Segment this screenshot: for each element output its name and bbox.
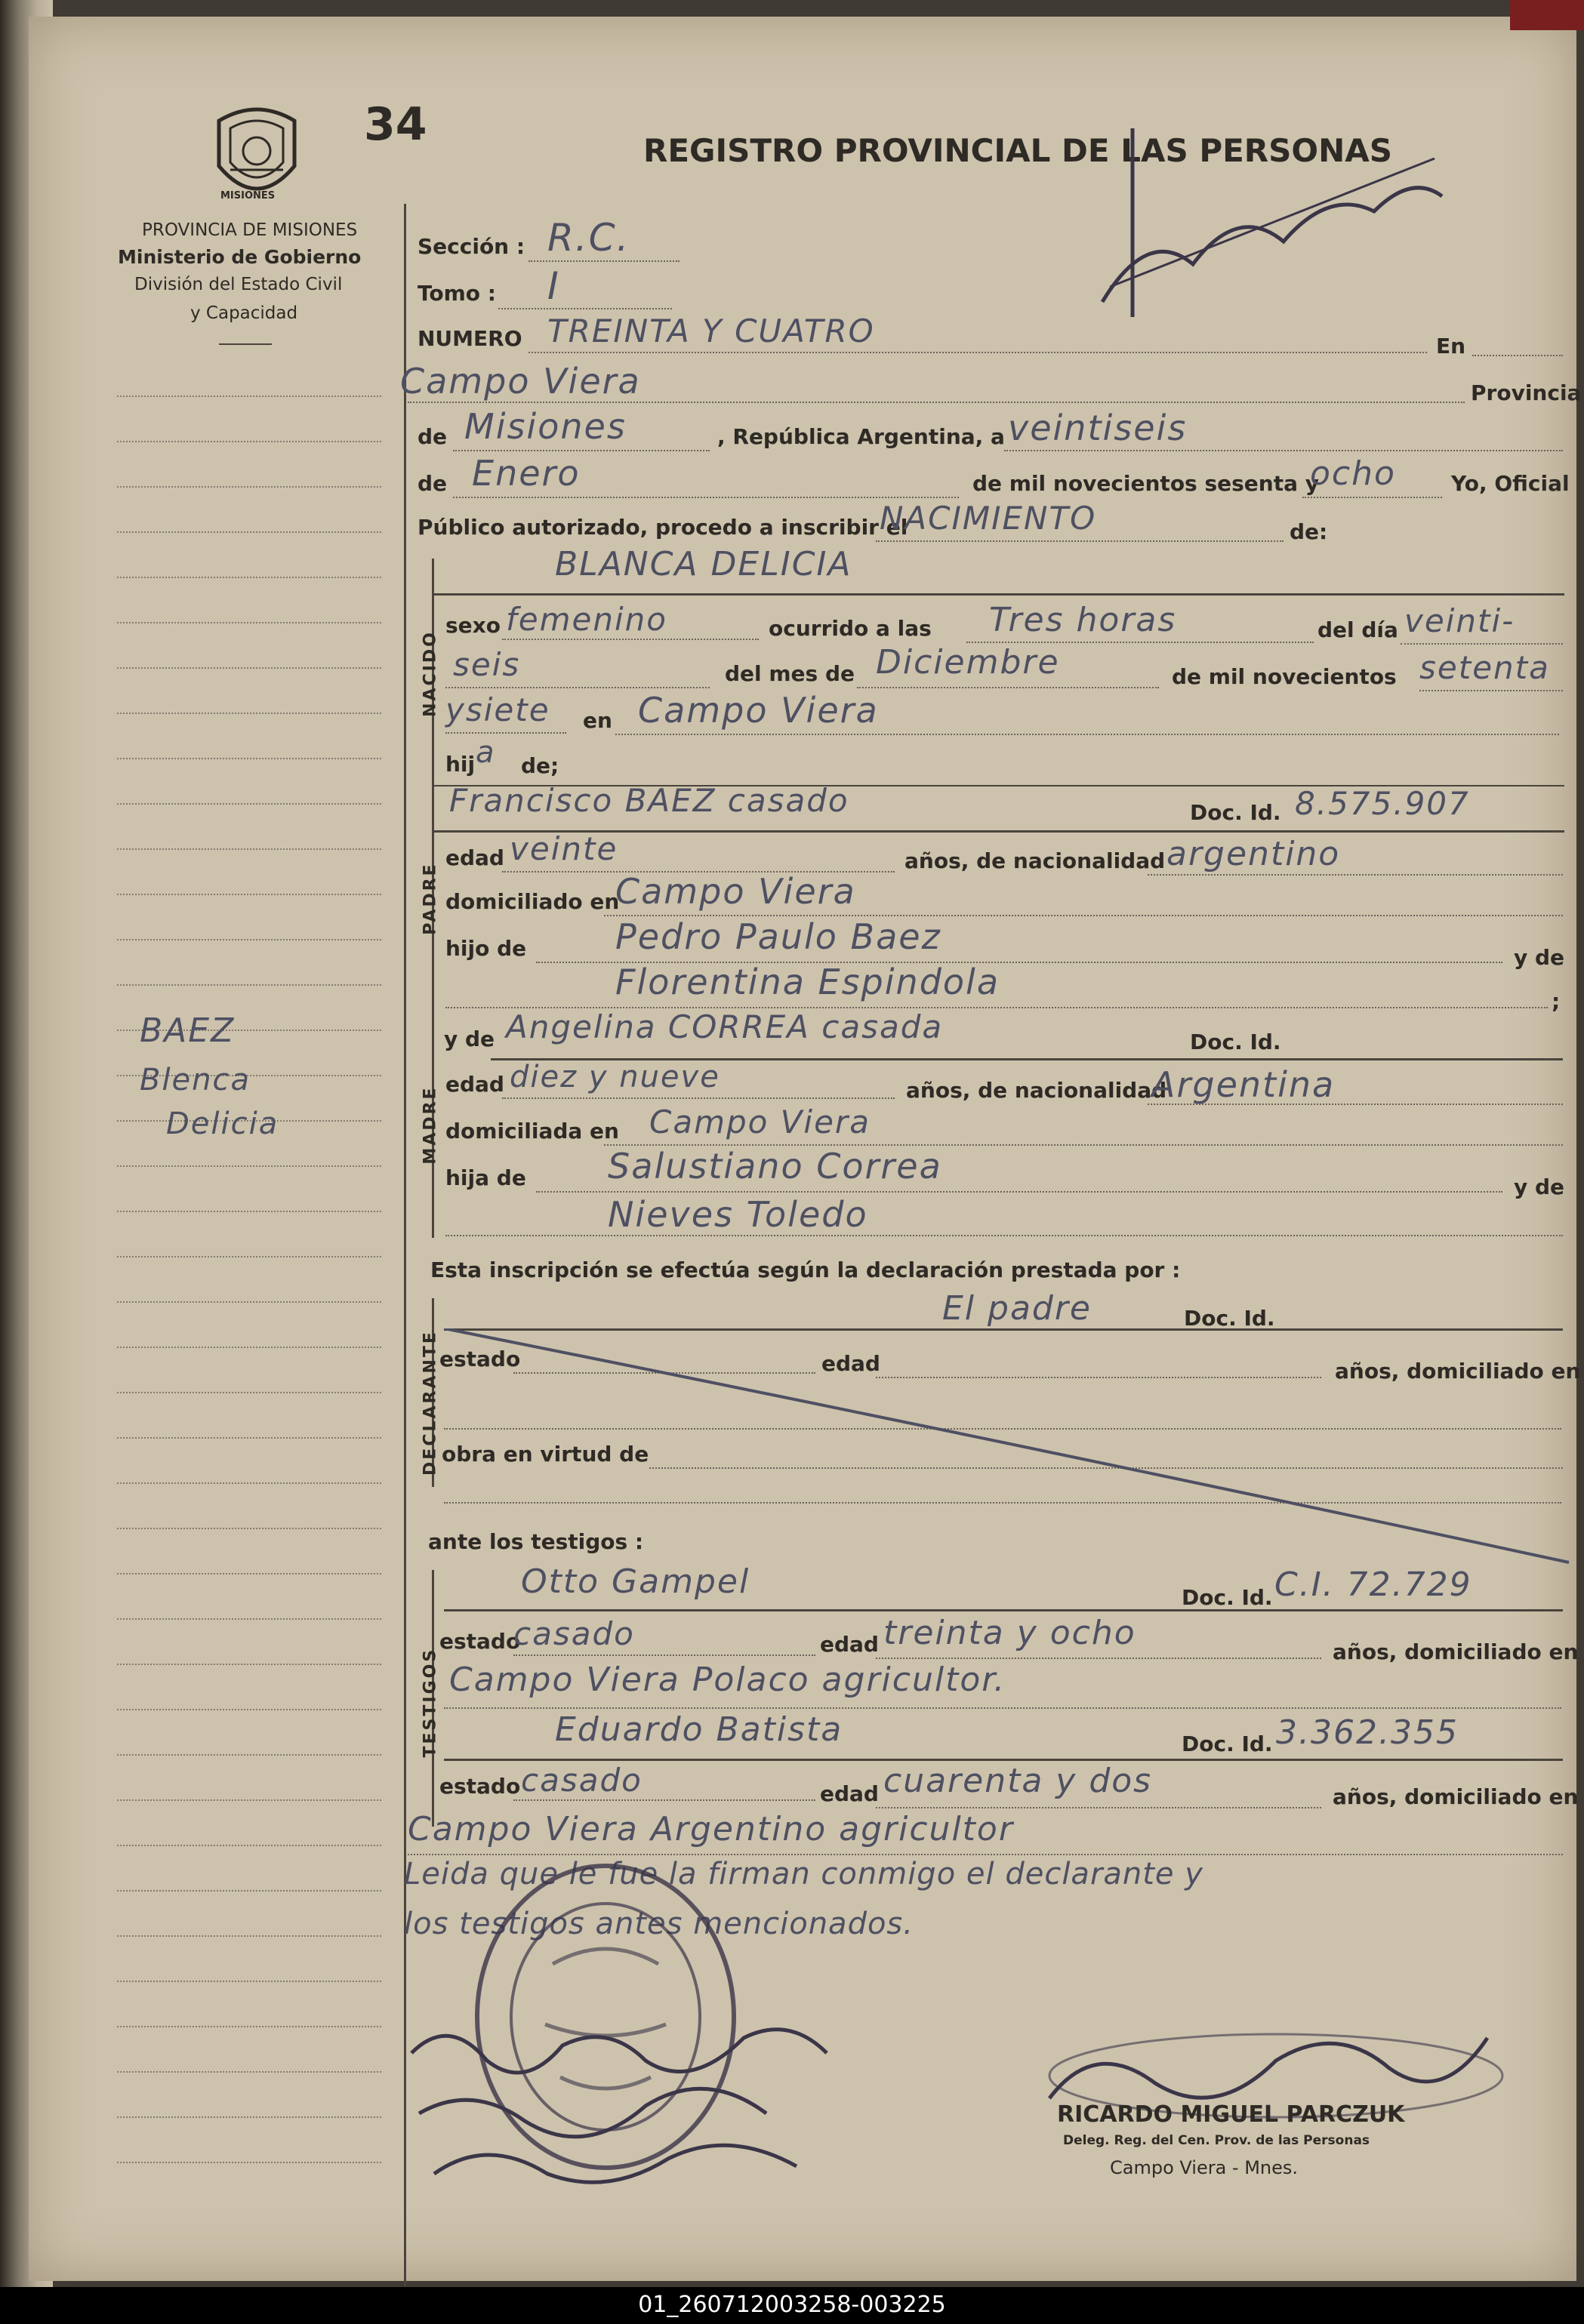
testigo2-doc-label: Doc. Id. — [1182, 1731, 1273, 1756]
oficial-label: Yo, Oficial — [1451, 471, 1570, 496]
file-id: 01_260712003258-003225 — [638, 2292, 946, 2318]
hij-value: a — [476, 735, 496, 770]
field-line — [1148, 874, 1563, 876]
margin-rule — [117, 939, 381, 940]
testigo1-dom-value: Campo Viera Polaco agricultor. — [449, 1661, 1006, 1699]
official-place: Campo Viera - Mnes. — [1110, 2157, 1299, 2178]
provincia-value: Misiones — [464, 406, 627, 447]
mes-nac-value: Diciembre — [876, 643, 1060, 682]
margin-rule — [117, 984, 381, 986]
margin-rule — [117, 803, 381, 805]
mil-nov-label: de mil novecientos — [1172, 664, 1397, 689]
margin-rule — [117, 1347, 381, 1348]
dia-nac-2-value: seis — [453, 646, 521, 683]
margin-rule — [117, 441, 381, 442]
header-divider — [219, 343, 272, 345]
official-name: RICARDO MIGUEL PARCZUK — [1057, 2101, 1405, 2128]
margin-rule — [117, 1664, 381, 1665]
sesenta-label: de mil novecientos sesenta y — [972, 471, 1319, 496]
field-line — [408, 402, 1465, 403]
testigos-intro-label: ante los testigos : — [428, 1529, 644, 1554]
field-line — [876, 540, 1284, 542]
madre-hija-value: Salustiano Correa — [608, 1146, 942, 1187]
margin-rule — [117, 1165, 381, 1167]
testigo2-dom-value: Campo Viera Argentino agricultor — [408, 1810, 1014, 1848]
leida-line-2: los testigos antes mencionados. — [404, 1907, 914, 1941]
field-line — [453, 450, 710, 451]
del-dia-label: del día — [1317, 617, 1398, 642]
field-line — [1401, 643, 1563, 645]
mes-value: Enero — [472, 453, 581, 494]
sexo-value: femenino — [506, 601, 667, 638]
field-line — [1472, 355, 1563, 356]
provincia-label: Provincia — [1471, 380, 1582, 405]
anio-nac-2-value: ysiete — [445, 691, 550, 728]
margin-rule — [117, 1754, 381, 1756]
seccion-label: Sección : — [418, 234, 525, 259]
file-caption-bar — [0, 2287, 1584, 2324]
margin-rule — [117, 1845, 381, 1846]
declarante-dom-label: años, domiciliado en — [1335, 1359, 1581, 1384]
margin-rule — [117, 1573, 381, 1574]
publico-label: Público autorizado, procedo a inscribir el — [418, 515, 908, 540]
margin-rule — [117, 1935, 381, 1937]
page-number: 34 — [364, 98, 427, 151]
testigo1-estado-value: casado — [513, 1615, 635, 1652]
dia-value: veintiseis — [1008, 408, 1188, 448]
page-title: REGISTRO PROVINCIAL DE LAS PERSONAS — [643, 132, 1393, 169]
madre-hija-label: hija de — [445, 1165, 526, 1190]
obra-label: obra en virtud de — [442, 1442, 649, 1467]
declarante-doc-label: Doc. Id. — [1184, 1306, 1275, 1331]
madre-y-de-label-2: y de — [1514, 1174, 1565, 1199]
testigo2-doc-value: 3.362.355 — [1276, 1713, 1459, 1752]
declarante-estado-label: estado — [439, 1347, 521, 1371]
padre-section-label: PADRE — [421, 862, 440, 935]
margin-rule — [117, 1981, 381, 1982]
padre-edad-label: edad — [445, 845, 504, 870]
field-line — [453, 497, 959, 498]
division-name-2: y Capacidad — [190, 303, 298, 323]
field-line — [445, 687, 710, 688]
padre-hijo-value: Pedro Paulo Baez — [615, 916, 941, 957]
field-line — [498, 308, 672, 309]
declarante-edad-label: edad — [821, 1351, 880, 1376]
testigo1-edad-label: edad — [820, 1632, 879, 1657]
margin-rule — [117, 577, 381, 578]
dia-nac-1-value: veinti- — [1404, 602, 1515, 639]
margin-rule — [117, 1211, 381, 1212]
margin-rule — [117, 1890, 381, 1892]
de-label-2: de — [418, 471, 448, 496]
de-colon-label: de: — [1290, 519, 1328, 544]
testigo2-edad-label: edad — [820, 1781, 879, 1806]
padre-hijo-label: hijo de — [445, 936, 527, 961]
section-rule — [444, 1759, 1563, 1761]
padre-nombre-value: Francisco BAEZ casado — [449, 782, 849, 819]
testigo1-nombre-value: Otto Gampel — [521, 1562, 750, 1601]
nombre-value: BLANCA DELICIA — [555, 545, 852, 583]
madre-nombre-value: Angelina CORREA casada — [506, 1008, 944, 1045]
padre-y-de-label: y de — [1514, 945, 1565, 970]
party-signatures — [404, 2008, 872, 2196]
padre-dom-label: domiciliado en — [445, 889, 620, 914]
margin-rule — [117, 622, 381, 623]
tomo-value: I — [547, 264, 560, 308]
madre-y-de-label: y de — [444, 1027, 495, 1051]
declarante-section-label: DECLARANTE — [421, 1330, 440, 1476]
official-title: Deleg. Reg. del Cen. Prov. de las Personas — [1063, 2133, 1370, 2148]
field-line — [445, 732, 566, 734]
en-label: En — [1436, 334, 1466, 359]
testigo2-nombre-value: Eduardo Batista — [555, 1710, 843, 1749]
field-line — [1302, 497, 1442, 498]
margin-rule — [117, 1709, 381, 1710]
margin-rule — [117, 1392, 381, 1393]
anio-nac-1-value: setenta — [1419, 649, 1550, 686]
padre-nac-label: años, de nacionalidad — [904, 848, 1166, 873]
field-line — [513, 1655, 815, 1656]
field-line — [444, 1707, 1561, 1709]
republica-label: , República Argentina, a — [717, 424, 1005, 449]
margin-rule — [117, 894, 381, 895]
declarante-value: El padre — [942, 1289, 1092, 1328]
semicolon-label: ; — [1552, 989, 1561, 1014]
testigos-section-label: TESTIGOS — [421, 1647, 440, 1758]
field-line — [513, 1799, 815, 1801]
field-line — [536, 1191, 1502, 1193]
testigo1-edad-value: treinta y ocho — [883, 1614, 1136, 1652]
margin-surname: BAEZ — [140, 1011, 236, 1050]
madre-edad-value: diez y nueve — [510, 1060, 720, 1094]
testigo2-dom-label: años, domiciliado en — [1333, 1784, 1579, 1809]
padre-doc-value: 8.575.907 — [1295, 785, 1470, 822]
margin-firstname: Blenca — [140, 1063, 251, 1097]
margin-rule — [117, 1437, 381, 1439]
hora-value: Tres horas — [989, 601, 1177, 639]
seal-text: MISIONES — [220, 190, 276, 202]
margin-rule — [117, 1482, 381, 1484]
main-border — [404, 204, 406, 2295]
testigo2-estado-value: casado — [521, 1762, 643, 1799]
inscripcion-label: Esta inscripción se efectúa según la declaración prestada por : — [430, 1257, 1181, 1282]
field-line — [876, 1807, 1321, 1808]
numero-value: TREINTA Y CUATRO — [547, 312, 875, 349]
margin-rule — [117, 713, 381, 714]
margin-rule — [117, 1256, 381, 1257]
margin-rule — [117, 2071, 381, 2073]
numero-label: NUMERO — [418, 326, 522, 351]
seccion-value: R.C. — [547, 216, 630, 260]
margin-rule — [117, 758, 381, 759]
madre-abuela-value: Nieves Toledo — [608, 1194, 868, 1235]
field-line — [529, 352, 1427, 353]
margin-rule — [117, 2026, 381, 2027]
sexo-label: sexo — [445, 613, 501, 638]
testigo1-doc-value: C.I. 72.729 — [1274, 1565, 1472, 1604]
margin-rule — [117, 2162, 381, 2163]
margin-rule — [117, 531, 381, 533]
section-rule — [432, 593, 1564, 596]
de-label: de — [418, 424, 448, 449]
testigo2-estado-label: estado — [439, 1774, 521, 1799]
ministry-name: Ministerio de Gobierno — [118, 246, 362, 268]
acto-value: NACIMIENTO — [880, 500, 1097, 537]
field-line — [615, 734, 1559, 735]
testigo1-dom-label: años, domiciliado en — [1333, 1639, 1579, 1664]
padre-doc-label: Doc. Id. — [1190, 800, 1281, 825]
section-rule — [444, 1609, 1563, 1611]
padre-abuela-value: Florentina Espindola — [615, 962, 1000, 1002]
madre-nac-value: Argentina — [1151, 1064, 1336, 1105]
padre-edad-value: veinte — [510, 830, 618, 867]
margin-middlename: Delicia — [166, 1107, 279, 1141]
ocurrido-label: ocurrido a las — [769, 616, 932, 641]
margin-rule — [117, 2116, 381, 2118]
testigo2-edad-value: cuarenta y dos — [883, 1762, 1153, 1800]
division-name: División del Estado Civil — [134, 275, 343, 294]
field-line — [1419, 690, 1563, 691]
anio-value: ocho — [1310, 454, 1396, 493]
nacido-section-label: NACIDO — [421, 630, 440, 717]
margin-rule — [117, 667, 381, 669]
margin-rule — [117, 486, 381, 488]
madre-dom-value: Campo Viera — [649, 1104, 871, 1140]
margin-rule — [117, 848, 381, 850]
field-line — [876, 1658, 1321, 1659]
field-line — [502, 1097, 895, 1099]
lugar-nac-value: Campo Viera — [638, 690, 879, 731]
leida-line-1: Leida que le fue la firman conmigo el declarante y — [404, 1857, 1203, 1892]
margin-rule — [117, 1301, 381, 1303]
field-line — [408, 1854, 1563, 1855]
madre-doc-label: Doc. Id. — [1190, 1030, 1281, 1054]
tomo-label: Tomo : — [418, 281, 496, 306]
del-mes-label: del mes de — [725, 661, 855, 686]
margin-rule — [117, 396, 381, 397]
de-semi-label: de; — [521, 753, 559, 778]
field-line — [857, 687, 1159, 688]
page-corner — [1510, 0, 1584, 30]
padre-dom-value: Campo Viera — [615, 871, 856, 912]
madre-dom-label: domiciliada en — [445, 1119, 619, 1144]
en-lugar-label: en — [583, 708, 612, 733]
lugar-value: Campo Viera — [400, 361, 641, 402]
province-name: PROVINCIA DE MISIONES — [142, 220, 358, 240]
madre-nac-label: años, de nacionalidad — [906, 1078, 1167, 1103]
field-line — [445, 1235, 1563, 1236]
margin-rule — [117, 1528, 381, 1529]
madre-section-label: MADRE — [421, 1085, 440, 1165]
margin-rule — [117, 1618, 381, 1620]
testigo1-estado-label: estado — [439, 1629, 521, 1654]
field-line — [529, 260, 680, 262]
hij-label: hij — [445, 752, 476, 777]
padre-nac-value: argentino — [1166, 835, 1341, 873]
margin-rule — [117, 1799, 381, 1801]
field-line — [1004, 450, 1563, 451]
official-signature-top — [1087, 113, 1465, 325]
testigo1-doc-label: Doc. Id. — [1182, 1585, 1273, 1610]
madre-edad-label: edad — [445, 1072, 504, 1097]
field-line — [502, 639, 759, 640]
